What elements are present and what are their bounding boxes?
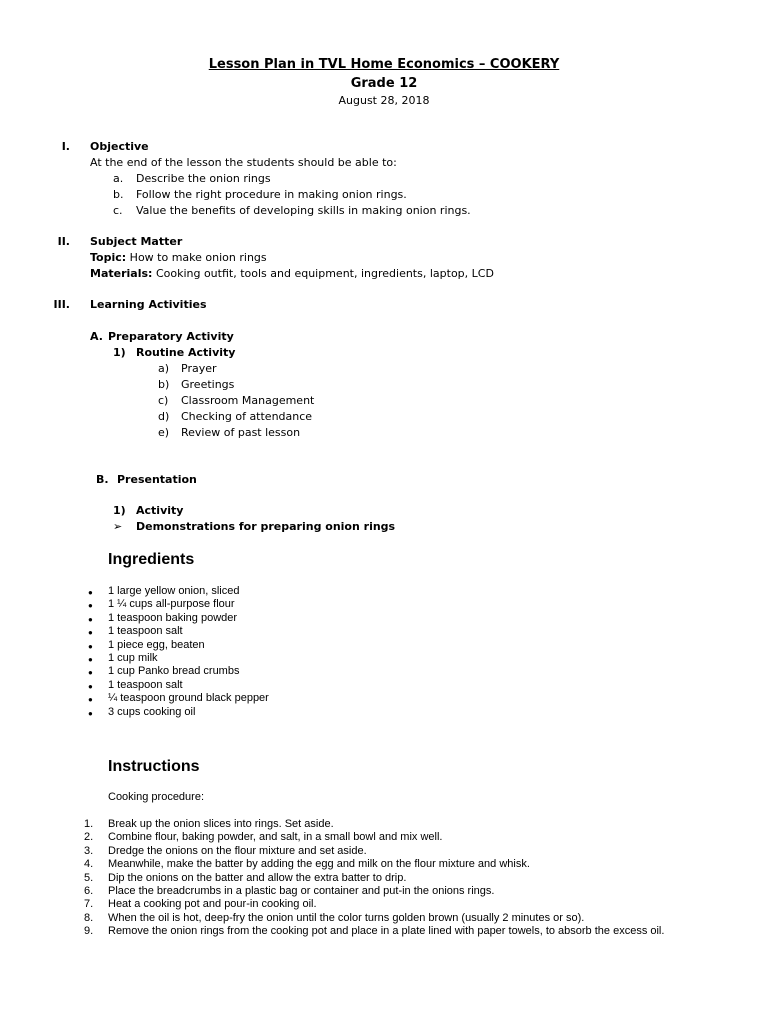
step-number: 5. [84,871,94,884]
list-item [84,845,674,858]
objective-list [113,171,471,219]
instructions-heading: Instructions [108,758,200,775]
list-marker: b. [113,188,124,201]
step-number: 1. [84,818,94,830]
ingredient-text: 1 ¼ cups all-purpose flour [108,598,235,611]
list-marker: b) [158,378,170,391]
step-number: 8. [84,911,94,924]
list-item [84,898,674,911]
step-number: 9. [84,925,94,938]
list-item [158,377,314,393]
list-item [84,858,674,871]
presentation-label: Presentation [117,473,197,486]
list-marker: e) [158,426,170,439]
step-text: Remove the onion rings from the cooking pot and place in a plate lined with paper towels, to absorb the excess oil. [108,925,665,938]
step-number: 4. [84,858,94,871]
list-marker: c. [113,204,123,217]
list-item [88,706,269,719]
activity-label: Activity [136,504,184,517]
subject-matter-heading: Subject Matter [90,235,183,248]
list-item [113,187,471,203]
step-number: 6. [84,885,94,898]
bullet-icon: ● [88,708,93,718]
objective-intro: At the end of the lesson the students should be able to: [90,156,397,169]
materials-line [90,267,494,281]
list-item [88,612,269,625]
list-item-text: Prayer [181,362,217,375]
list-item [84,885,674,898]
routine-list [158,361,314,441]
list-item [113,171,471,187]
list-item [158,409,314,425]
ingredients-heading: Ingredients [108,551,195,568]
list-item [158,361,314,377]
routine-marker: 1) [113,346,126,359]
step-text: Dredge the onions on the flour mixture and set aside. [108,844,367,857]
learning-activities-heading: Learning Activities [90,298,207,311]
bullet-icon: ● [88,628,93,638]
step-text: When the oil is hot, deep-fry the onion until the color turns golden brown (usually 2 minutes or so). [108,911,585,924]
section-numeral: III. [53,298,70,311]
step-number: 3. [84,844,94,857]
step-text: Place the breadcrumbs in a plastic bag or container and put-in the onions rings. [108,885,495,898]
presentation-marker: B. [96,473,109,486]
page-title: Lesson Plan in TVL Home Economics – COOKERY [208,57,560,72]
step-text: Heat a cooking pot and pour-in cooking oil. [108,898,317,911]
list-item [88,598,269,611]
list-item [84,831,674,844]
routine-activity-label: Routine Activity [136,346,236,359]
list-marker: d) [158,410,170,423]
ingredient-text: 1 teaspoon salt [108,625,183,638]
list-item [88,665,269,678]
bullet-icon: ● [88,641,93,651]
ingredient-text: 1 teaspoon baking powder [108,611,238,624]
list-item [84,872,674,885]
list-item [88,639,269,652]
list-item [113,203,471,219]
list-item-text: Follow the right procedure in making onion rings. [136,188,407,201]
cooking-procedure-label: Cooking procedure: [108,791,205,803]
ingredient-text: 1 piece egg, beaten [108,638,205,651]
list-item [84,925,674,938]
bullet-icon: ● [88,668,93,678]
list-item [84,818,674,831]
bullet-icon: ● [88,695,93,705]
list-item-text: Value the benefits of developing skills in making onion rings. [136,204,471,217]
list-item [158,393,314,409]
list-item-text: Review of past lesson [181,426,301,439]
list-marker: c) [158,394,169,407]
section-numeral: I. [61,140,70,153]
step-text: Dip the onions on the batter and allow the extra batter to drip. [108,871,407,884]
list-item-text: Classroom Management [181,394,315,407]
lesson-date: August 28, 2018 [338,94,430,107]
list-item [88,625,269,638]
list-item-text: Checking of attendance [181,410,313,423]
step-number: 2. [84,831,94,844]
ingredient-text: 3 cups cooking oil [108,705,196,718]
ingredients-list [88,585,269,719]
instructions-list [84,818,674,939]
ingredient-text: ¼ teaspoon ground black pepper [108,692,269,705]
preparatory-activity-label: Preparatory Activity [108,330,234,343]
list-item [84,912,674,925]
step-text: Combine flour, baking powder, and salt, in a small bowl and mix well. [108,831,443,844]
topic-label: Topic: [90,251,127,264]
materials-value: Cooking outfit, tools and equipment, ingredients, laptop, LCD [155,267,494,280]
list-marker: a. [113,172,124,185]
list-item-text: Describe the onion rings [136,172,271,185]
grade-heading: Grade 12 [350,76,418,91]
ingredient-text: 1 teaspoon salt [108,678,183,691]
ingredient-text: 1 cup milk [108,652,158,665]
step-text: Meanwhile, make the batter by adding the egg and milk on the flour mixture and whisk. [108,858,530,871]
arrow-bullet-icon: ➢ [113,520,123,533]
bullet-icon: ● [88,601,93,611]
bullet-icon: ● [88,681,93,691]
topic-value: How to make onion rings [129,251,267,264]
demonstration-text: Demonstrations for preparing onion rings [136,520,396,533]
bullet-icon: ● [88,588,93,597]
list-item [88,679,269,692]
section-numeral: II. [57,235,70,248]
bullet-icon: ● [88,614,93,624]
list-item [88,652,269,665]
step-text: Break up the onion slices into rings. Set aside. [108,818,334,830]
topic-line [90,251,267,265]
objective-heading: Objective [90,140,149,153]
ingredient-text: 1 cup Panko bread crumbs [108,665,240,678]
list-item [158,425,314,441]
list-item-text: Greetings [181,378,235,391]
materials-label: Materials: [90,267,153,280]
ingredient-text: 1 large yellow onion, sliced [108,585,240,597]
bullet-icon: ● [88,655,93,665]
preparatory-marker: A. [90,330,103,343]
list-item [88,585,269,598]
list-marker: a) [158,362,170,375]
step-number: 7. [84,898,94,911]
activity-marker: 1) [113,504,126,517]
list-item [88,692,269,705]
